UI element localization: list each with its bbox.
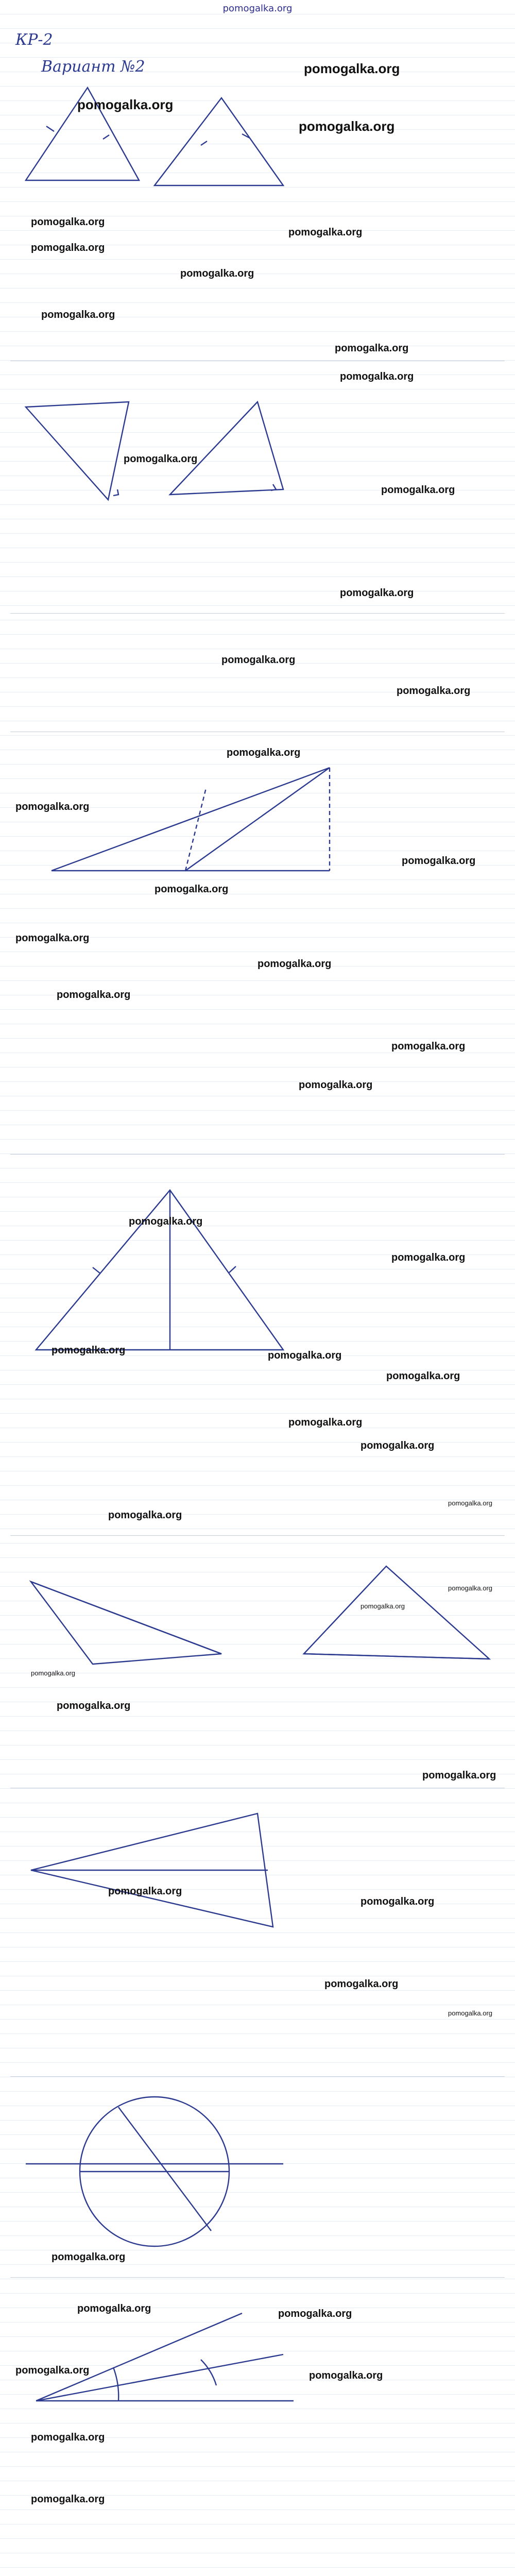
separator <box>10 2076 505 2077</box>
separator <box>10 1535 505 1536</box>
watermark: pomogalka.org <box>31 1669 75 1677</box>
watermark: pomogalka.org <box>31 216 105 228</box>
watermark: pomogalka.org <box>448 1584 492 1592</box>
watermark: pomogalka.org <box>31 2432 105 2443</box>
separator <box>10 1154 505 1155</box>
watermark: pomogalka.org <box>258 958 332 970</box>
watermark: pomogalka.org <box>299 118 395 134</box>
watermark: pomogalka.org <box>221 654 296 666</box>
watermark: pomogalka.org <box>31 242 105 253</box>
watermark: pomogalka.org <box>335 343 409 354</box>
problem-7-figure <box>15 1803 294 1937</box>
problem-2-figure <box>15 392 304 510</box>
watermark: pomogalka.org <box>57 989 131 1001</box>
problem-1-figure <box>15 77 304 196</box>
watermark: pomogalka.org <box>391 1252 466 1263</box>
watermark: pomogalka.org <box>304 61 400 76</box>
watermark: pomogalka.org <box>15 2365 90 2376</box>
separator <box>10 613 505 614</box>
watermark: pomogalka.org <box>108 1886 182 1897</box>
site-header[interactable]: pomogalka.org <box>222 3 293 14</box>
problem-8-figure <box>15 2087 294 2257</box>
watermark: pomogalka.org <box>397 685 471 697</box>
watermark: pomogalka.org <box>57 1700 131 1711</box>
variant-title: Вариант №2 <box>41 58 145 76</box>
watermark: pomogalka.org <box>180 268 254 279</box>
problem-4-figure <box>21 757 340 886</box>
watermark: pomogalka.org <box>77 97 174 112</box>
watermark: pomogalka.org <box>41 309 115 320</box>
watermark: pomogalka.org <box>360 1440 435 1451</box>
watermark: pomogalka.org <box>448 2009 492 2017</box>
watermark: pomogalka.org <box>402 855 476 867</box>
watermark: pomogalka.org <box>108 1510 182 1521</box>
watermark: pomogalka.org <box>124 453 198 465</box>
watermark: pomogalka.org <box>381 484 455 496</box>
watermark: pomogalka.org <box>129 1216 203 1227</box>
watermark: pomogalka.org <box>52 1345 126 1356</box>
watermark: pomogalka.org <box>360 1896 435 1907</box>
watermark: pomogalka.org <box>386 1370 460 1382</box>
watermark: pomogalka.org <box>448 1499 492 1507</box>
watermark: pomogalka.org <box>422 1770 496 1781</box>
watermark: pomogalka.org <box>324 1978 399 1990</box>
watermark: pomogalka.org <box>268 1350 342 1361</box>
watermark: pomogalka.org <box>340 587 414 599</box>
watermark: pomogalka.org <box>391 1041 466 1052</box>
watermark: pomogalka.org <box>340 371 414 382</box>
watermark: pomogalka.org <box>278 2308 352 2319</box>
watermark: pomogalka.org <box>309 2370 383 2381</box>
watermark: pomogalka.org <box>299 1079 373 1091</box>
watermark: pomogalka.org <box>288 1417 363 1428</box>
watermark: pomogalka.org <box>15 933 90 944</box>
worksheet-title: КР-2 <box>15 31 53 49</box>
watermark: pomogalka.org <box>227 747 301 758</box>
watermark: pomogalka.org <box>360 1602 405 1610</box>
watermark: pomogalka.org <box>288 227 363 238</box>
watermark: pomogalka.org <box>154 884 229 895</box>
watermark: pomogalka.org <box>31 2494 105 2505</box>
watermark: pomogalka.org <box>15 801 90 812</box>
problem-6-figure <box>15 1551 500 1680</box>
watermark: pomogalka.org <box>77 2303 151 2314</box>
separator <box>10 2277 505 2278</box>
watermark: pomogalka.org <box>52 2251 126 2263</box>
problem-5-figure <box>15 1180 304 1365</box>
problem-9-figure <box>15 2298 304 2416</box>
